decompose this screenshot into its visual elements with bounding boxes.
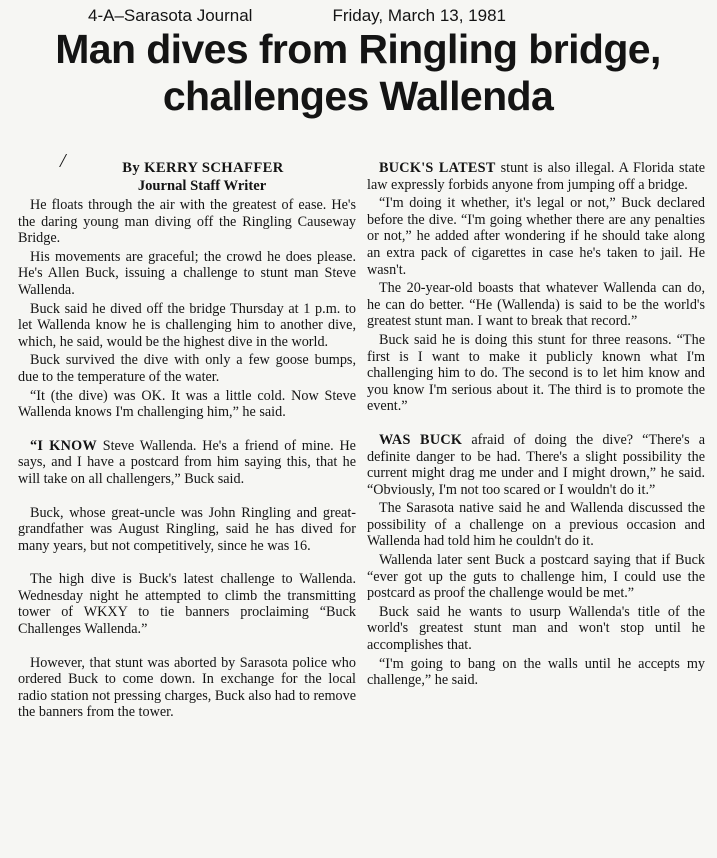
section-lead: WAS BUCK (379, 431, 463, 448)
section-lead: BUCK'S LATEST (379, 160, 496, 176)
paragraph: BUCK'S LATEST stunt is also illegal. A Florida state law expressly forbids anyone from jumping off a bridge. (367, 160, 706, 193)
byline-title: Journal Staff Writer (137, 178, 267, 194)
paragraph: The high dive is Buck's latest challenge to Wallenda. Wednesday night he attempted to climb the transmitting tower of WKXY to tie banners proclaiming “Buck Challenges Wallenda.” (18, 571, 356, 638)
paragraph: The Sarasota native said he and Wallenda discussed the possibility of a challenge on a previous occasion and Wallenda had told him he couldn't do it. (367, 500, 705, 550)
paragraph: He floats through the air with the greatest of ease. He's the daring young man diving off the Ringling Causeway Bridge. (18, 197, 356, 247)
folio-paper: –Sarasota Journal (114, 6, 253, 25)
folio-date: Friday, March 13, 1981 (332, 6, 506, 25)
paragraph: “It (the dive) was OK. It was a little cold. Now Steve Wallenda knows I'm challenging him,” he said. (18, 387, 356, 421)
paragraph: Buck said he wants to usurp Wallenda's title of the world's greatest stunt man and won't stop until he accomplishes that. (367, 603, 705, 654)
paragraph: “I'm doing it whether, it's legal or not,” Buck declared before the dive. “I'm going whether there are any penalties or not,” he added after wondering if he should take along an extra pack of cigarettes in case he's taken to jail. He wasn't. (367, 195, 705, 278)
paragraph: The 20-year-old boasts that whatever Wallenda can do, he can do better. “He (Wallenda) is said to be the world's greatest stunt man. I want to break that record.” (367, 280, 705, 330)
paragraph: Buck survived the dive with only a few goose bumps, due to the temperature of the water. (18, 352, 356, 385)
left-column (18, 160, 356, 721)
right-column (367, 160, 705, 689)
folio-line (88, 6, 648, 28)
paragraph: Wallenda later sent Buck a postcard saying that if Buck “ever got up the guts to challenge him, I could use the postcard as proof the challenge would be met.” (367, 552, 705, 602)
paragraph: However, that stunt was aborted by Sarasota police who ordered Buck to come down. In exchange for the local radio station not pressing charges, Buck also had to remove the banners from the tower. (18, 654, 356, 721)
paragraph: Buck, whose great-uncle was John Ringling and great-grandfather was August Ringling, said he has dived for many years, but not competitively, since he was 16. (18, 504, 356, 554)
paragraph: Buck said he is doing this stunt for three reasons. “The first is I want to make it publicly known what I'm challenging him to do. The second is to let him know and you know I'm serious about it. The third is to promote the event.” (367, 331, 705, 415)
byline-name: By KERRY SCHAFFER (122, 160, 284, 176)
paragraph: “I KNOW Steve Wallenda. He's a friend of mine. He says, and I have a postcard from him saying this, that he will take on all challengers,” Buck said. (18, 437, 356, 487)
paragraph: Buck said he dived off the bridge Thursday at 1 p.m. to let Wallenda know he is challenging him to another dive, which, he said, would be the highest dive in the world. (18, 300, 356, 350)
headline: Man dives from Ringling bridge, challenges Wallenda (55, 26, 661, 119)
paragraph: His movements are graceful; the crowd he does please. He's Allen Buck, issuing a challenge to stunt man Steve Wallenda. (18, 248, 356, 298)
print-mark: / (60, 150, 66, 172)
paragraph: “I'm going to bang on the walls until he accepts my challenge,” he said. (367, 655, 705, 689)
folio-page: 4-A (88, 6, 115, 25)
section-lead: “I KNOW (30, 437, 97, 454)
paragraph: WAS BUCK afraid of doing the dive? “There's a definite danger to be had. There's a slight possibility the current might drag me under and I might drown,” he said. “Obviously, I'm not too scared or I wouldn't do it.” (367, 431, 705, 498)
